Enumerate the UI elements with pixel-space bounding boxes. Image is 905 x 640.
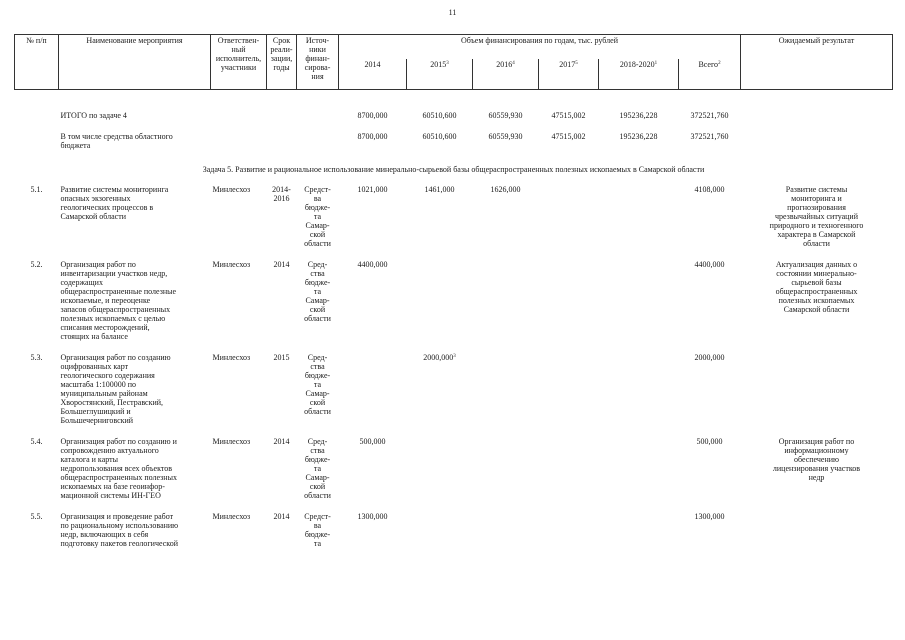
row-source-line: Сред- <box>307 260 328 269</box>
row-name-line: опасных экзогенных <box>60 194 131 203</box>
row-source-line: Сред- <box>307 437 328 446</box>
row-result-line: лицензирования участков <box>772 464 861 473</box>
row-result-line: прогнозирования <box>787 203 846 212</box>
total-value: 372521,760 <box>690 132 729 141</box>
row-term-line: 2014 <box>273 437 290 446</box>
row-term <box>267 259 297 342</box>
value-total: 1300,000 <box>694 512 725 521</box>
row-source-line: области <box>304 407 331 416</box>
header-year <box>473 59 539 90</box>
row-result <box>741 259 893 342</box>
row-name-line: недропользования всех объектов <box>60 464 173 473</box>
header-year-label: 2017 <box>559 59 576 69</box>
value-y2016: 1626,000 <box>490 185 521 194</box>
funding-table <box>14 34 893 559</box>
table-row <box>15 436 893 501</box>
row-source-line: ской <box>309 398 326 407</box>
row-source-line: Самар- <box>305 221 330 230</box>
cell-2016 <box>473 436 539 501</box>
row-name-line: Организация работ по созданию <box>60 353 171 362</box>
total-value: 8700,000 <box>357 132 388 141</box>
cell-2018-2020 <box>599 259 679 342</box>
value-total: 4108,000 <box>694 185 725 194</box>
row-source-line: ства <box>310 362 325 371</box>
row-source-line: ской <box>309 230 326 239</box>
cell-total <box>679 511 741 549</box>
cell-2015 <box>407 511 473 549</box>
row-name-line: Большечерниговский <box>60 416 134 425</box>
row-term-line: 2014 <box>273 260 290 269</box>
row-source-line: области <box>304 491 331 500</box>
total-label <box>59 131 211 151</box>
row-source-line: Средст- <box>304 185 331 194</box>
cell-2015 <box>407 352 473 426</box>
row-source-line: ва <box>313 521 322 530</box>
row-source-line: ства <box>310 446 325 455</box>
row-result-line: полезных ископаемых <box>778 296 855 305</box>
cell-2017 <box>539 259 599 342</box>
cell-2015 <box>407 436 473 501</box>
cell-2014 <box>339 511 407 549</box>
row-result-line: области <box>803 239 830 248</box>
header-sources-line: ния <box>311 72 324 81</box>
row-source-line: Сред- <box>307 353 328 362</box>
header-num: № п/п <box>15 35 59 90</box>
cell-2014 <box>339 436 407 501</box>
row-name-line: масштаба 1:100000 по <box>60 380 137 389</box>
total-value: 60559,930 <box>488 132 523 141</box>
footnote-marker: 3 <box>453 354 456 359</box>
header-funding: Объем финансирования по годам, тыс. рублей <box>339 35 741 59</box>
header-sources-line: сирова- <box>304 63 331 72</box>
row-source <box>297 259 339 342</box>
row-result-line: Самарской области <box>783 305 850 314</box>
row-result-line: общераспространенных <box>775 287 858 296</box>
row-name-line: Большеглушицкий и <box>60 407 131 416</box>
row-name-line: Организация работ по <box>60 260 136 269</box>
row-name-line: стоящих на балансе <box>60 332 128 341</box>
row-source-line: Самар- <box>305 296 330 305</box>
row-result <box>741 352 893 426</box>
cell-2017 <box>539 184 599 249</box>
row-name-line: полезных ископаемых с целью <box>60 314 166 323</box>
header-year-label: 2016 <box>496 59 513 69</box>
cell-total <box>679 259 741 342</box>
header-year-footnote: 3 <box>446 60 449 66</box>
row-name-line: каталога и карты <box>60 455 119 464</box>
row-source-line: та <box>313 539 322 548</box>
row-responsible: Минлесхоз <box>212 185 251 194</box>
header-sources-line: Источ- <box>305 36 330 45</box>
cell-2018-2020 <box>599 352 679 426</box>
page-number: 11 <box>448 8 457 17</box>
total-value: 60559,930 <box>488 111 523 120</box>
row-source-line: Самар- <box>305 473 330 482</box>
row-source-line: бюдже- <box>304 203 331 212</box>
cell-2018-2020 <box>599 511 679 549</box>
row-name-line: запасов общераспространенных <box>60 305 171 314</box>
header-year <box>339 59 407 90</box>
row-source-line: та <box>313 212 322 221</box>
header-year-footnote: 2 <box>718 60 721 66</box>
row-name-line: содержащих <box>60 278 103 287</box>
value-y2015: 1461,000 <box>424 185 455 194</box>
row-name-line: подготовку пакетов геологической <box>60 539 179 548</box>
row-name-line: ископаемых на базе геоинфор- <box>60 482 165 491</box>
header-year <box>539 59 599 90</box>
total-row <box>15 110 893 121</box>
row-result-line: чрезвычайных ситуаций <box>774 212 858 221</box>
value-y2014: 4400,000 <box>357 260 388 269</box>
row-responsible: Минлесхоз <box>212 512 251 521</box>
row-source-line: бюдже- <box>304 530 331 539</box>
header-year-label: 2018-2020 <box>619 59 655 69</box>
row-term-line: 2015 <box>273 353 290 362</box>
row-result-line: состоянии минерально- <box>776 269 857 278</box>
cell-total <box>679 352 741 426</box>
row-name-line: общераспространенных полезных <box>60 473 177 482</box>
value-total: 4400,000 <box>694 260 725 269</box>
header-term-line: годы <box>273 63 290 72</box>
row-name-line: общераспространенные полезные <box>60 287 177 296</box>
row-term-line: 2016 <box>273 194 290 203</box>
row-result-line: информационному <box>784 446 849 455</box>
cell-2016 <box>473 259 539 342</box>
row-result <box>741 184 893 249</box>
row-name-line: геологических процессов в <box>60 203 154 212</box>
cell-total <box>679 184 741 249</box>
row-name-line: недр, включающих в себя <box>60 530 149 539</box>
header-sources-line: ники <box>309 45 326 54</box>
total-label-line: бюджета <box>60 141 91 150</box>
row-name-line: списания месторождений, <box>60 323 150 332</box>
header-year-footnote: 5 <box>575 60 578 66</box>
row-source-line: области <box>304 239 331 248</box>
header-name: Наименование мероприятия <box>59 35 211 90</box>
row-name-line: Самарской области <box>60 212 126 221</box>
header-sources <box>297 35 339 90</box>
value-total: 500,000 <box>696 437 723 446</box>
row-result <box>741 436 893 501</box>
row-result-line: мониторинга и <box>791 194 842 203</box>
row-name-line: геологического содержания <box>60 371 155 380</box>
row-source-line: Средст- <box>304 512 331 521</box>
row-result-line: Организация работ по <box>778 437 855 446</box>
header-year-label: Всего <box>698 59 719 69</box>
row-name-line: сопровождению актуального <box>60 446 159 455</box>
row-source-line: та <box>313 464 322 473</box>
row-source <box>297 511 339 549</box>
row-num: 5.5. <box>30 512 43 521</box>
total-value: 60510,600 <box>422 132 457 141</box>
row-name-line: Хворостянский, Пестравский, <box>60 398 164 407</box>
header-year <box>679 59 741 90</box>
total-value: 8700,000 <box>357 111 388 120</box>
row-result <box>741 511 893 549</box>
row-result-line: Актуализация данных о <box>775 260 858 269</box>
row-name-line: по рациональному использованию <box>60 521 179 530</box>
row-source <box>297 184 339 249</box>
row-name-line: муниципальным районам <box>60 389 148 398</box>
row-source-line: ва <box>313 194 322 203</box>
row-num: 5.3. <box>30 353 43 362</box>
row-num: 5.4. <box>30 437 43 446</box>
row-name-line: оцифрованных карт <box>60 362 129 371</box>
row-responsible: Минлесхоз <box>212 353 251 362</box>
value-total: 2000,000 <box>694 353 725 362</box>
row-result-line: природного и техногенного <box>769 221 864 230</box>
row-source-line: ской <box>309 482 326 491</box>
total-value: 47515,002 <box>551 111 586 120</box>
row-source-line: области <box>304 314 331 323</box>
row-term <box>267 352 297 426</box>
cell-2017 <box>539 436 599 501</box>
header-responsible-line: ный <box>231 45 246 54</box>
header-term-line: зации, <box>270 54 293 63</box>
row-name-line: мационной системы ИН-ГЕО <box>60 491 161 500</box>
header-responsible-line: участники <box>220 63 257 72</box>
cell-2015 <box>407 184 473 249</box>
header-term-line: реали- <box>270 45 293 54</box>
row-result-line: обеспечению <box>793 455 839 464</box>
header-year-footnote: 1 <box>654 60 658 66</box>
row-term <box>267 511 297 549</box>
row-term <box>267 184 297 249</box>
header-responsible <box>211 35 267 90</box>
header-responsible-line: исполнитель, <box>215 54 262 63</box>
value-y2014: 500,000 <box>359 437 386 446</box>
total-value: 372521,760 <box>690 111 729 120</box>
total-row <box>15 131 893 151</box>
row-term-line: 2014- <box>272 185 291 194</box>
cell-2015 <box>407 259 473 342</box>
row-source <box>297 352 339 426</box>
row-result-line: сырьевой базы <box>791 278 842 287</box>
header-year-footnote: 4 <box>512 60 515 66</box>
row-name-line: инвентаризации участков недр, <box>60 269 168 278</box>
row-name-line: ископаемые, и переоценке <box>60 296 151 305</box>
row-term-line: 2014 <box>273 512 290 521</box>
cell-2018-2020 <box>599 184 679 249</box>
value-y2014: 1300,000 <box>357 512 388 521</box>
table-header <box>15 35 893 90</box>
cell-2017 <box>539 511 599 549</box>
header-year <box>407 59 473 90</box>
cell-2018-2020 <box>599 436 679 501</box>
row-responsible: Минлесхоз <box>212 437 251 446</box>
table-row <box>15 259 893 342</box>
row-result-line: Развитие системы <box>785 185 848 194</box>
table-row <box>15 511 893 549</box>
row-name <box>59 352 211 426</box>
row-name-line: Организация и проведение работ <box>60 512 174 521</box>
value-y2014: 1021,000 <box>357 185 388 194</box>
header-term-line: Срок <box>272 36 291 45</box>
header-sources-line: финан- <box>305 54 330 63</box>
total-value: 47515,002 <box>551 132 586 141</box>
total-label-line: ИТОГО по задаче 4 <box>60 111 127 120</box>
total-label-line: В том числе средства областного <box>60 132 173 141</box>
cell-2016 <box>473 184 539 249</box>
cell-2016 <box>473 352 539 426</box>
row-source-line: бюдже- <box>304 371 331 380</box>
table-row <box>15 352 893 426</box>
row-name <box>59 259 211 342</box>
cell-total <box>679 436 741 501</box>
value-y2015: 2000,000 <box>423 353 454 362</box>
cell-2014 <box>339 352 407 426</box>
cell-2016 <box>473 511 539 549</box>
header-result: Ожидаемый результат <box>741 35 893 90</box>
row-name-line: Организация работ по созданию и <box>60 437 177 446</box>
task-title: Задача 5. Развитие и рациональное использование минерально-сырьевой базы общераспространенных полезных ископаемых в Самарской области <box>202 165 705 174</box>
total-label <box>59 110 211 121</box>
cell-2017 <box>539 352 599 426</box>
row-source-line: та <box>313 287 322 296</box>
row-name <box>59 511 211 549</box>
row-name <box>59 436 211 501</box>
header-year <box>599 59 679 90</box>
row-source-line: ской <box>309 305 326 314</box>
row-term <box>267 436 297 501</box>
row-responsible: Минлесхоз <box>212 260 251 269</box>
table-row <box>15 184 893 249</box>
row-source-line: ства <box>310 269 325 278</box>
cell-2014 <box>339 184 407 249</box>
total-value: 195236,228 <box>619 132 658 141</box>
row-name <box>59 184 211 249</box>
row-source-line: бюдже- <box>304 278 331 287</box>
row-source-line: бюдже- <box>304 455 331 464</box>
row-name-line: Развитие системы мониторинга <box>60 185 169 194</box>
header-year-label: 2014 <box>364 59 381 69</box>
total-value: 60510,600 <box>422 111 457 120</box>
table-body <box>15 90 893 560</box>
row-source <box>297 436 339 501</box>
total-value: 195236,228 <box>619 111 658 120</box>
cell-2014 <box>339 259 407 342</box>
row-result-line: характера в Самарской <box>777 230 856 239</box>
row-source-line: та <box>313 380 322 389</box>
header-year-label: 2015 <box>430 59 447 69</box>
task-title-row <box>15 161 893 184</box>
row-result-line: недр <box>808 473 825 482</box>
row-num: 5.2. <box>30 260 43 269</box>
row-num: 5.1. <box>30 185 43 194</box>
header-responsible-line: Ответствен- <box>217 36 260 45</box>
row-source-line: Самар- <box>305 389 330 398</box>
header-term <box>267 35 297 90</box>
